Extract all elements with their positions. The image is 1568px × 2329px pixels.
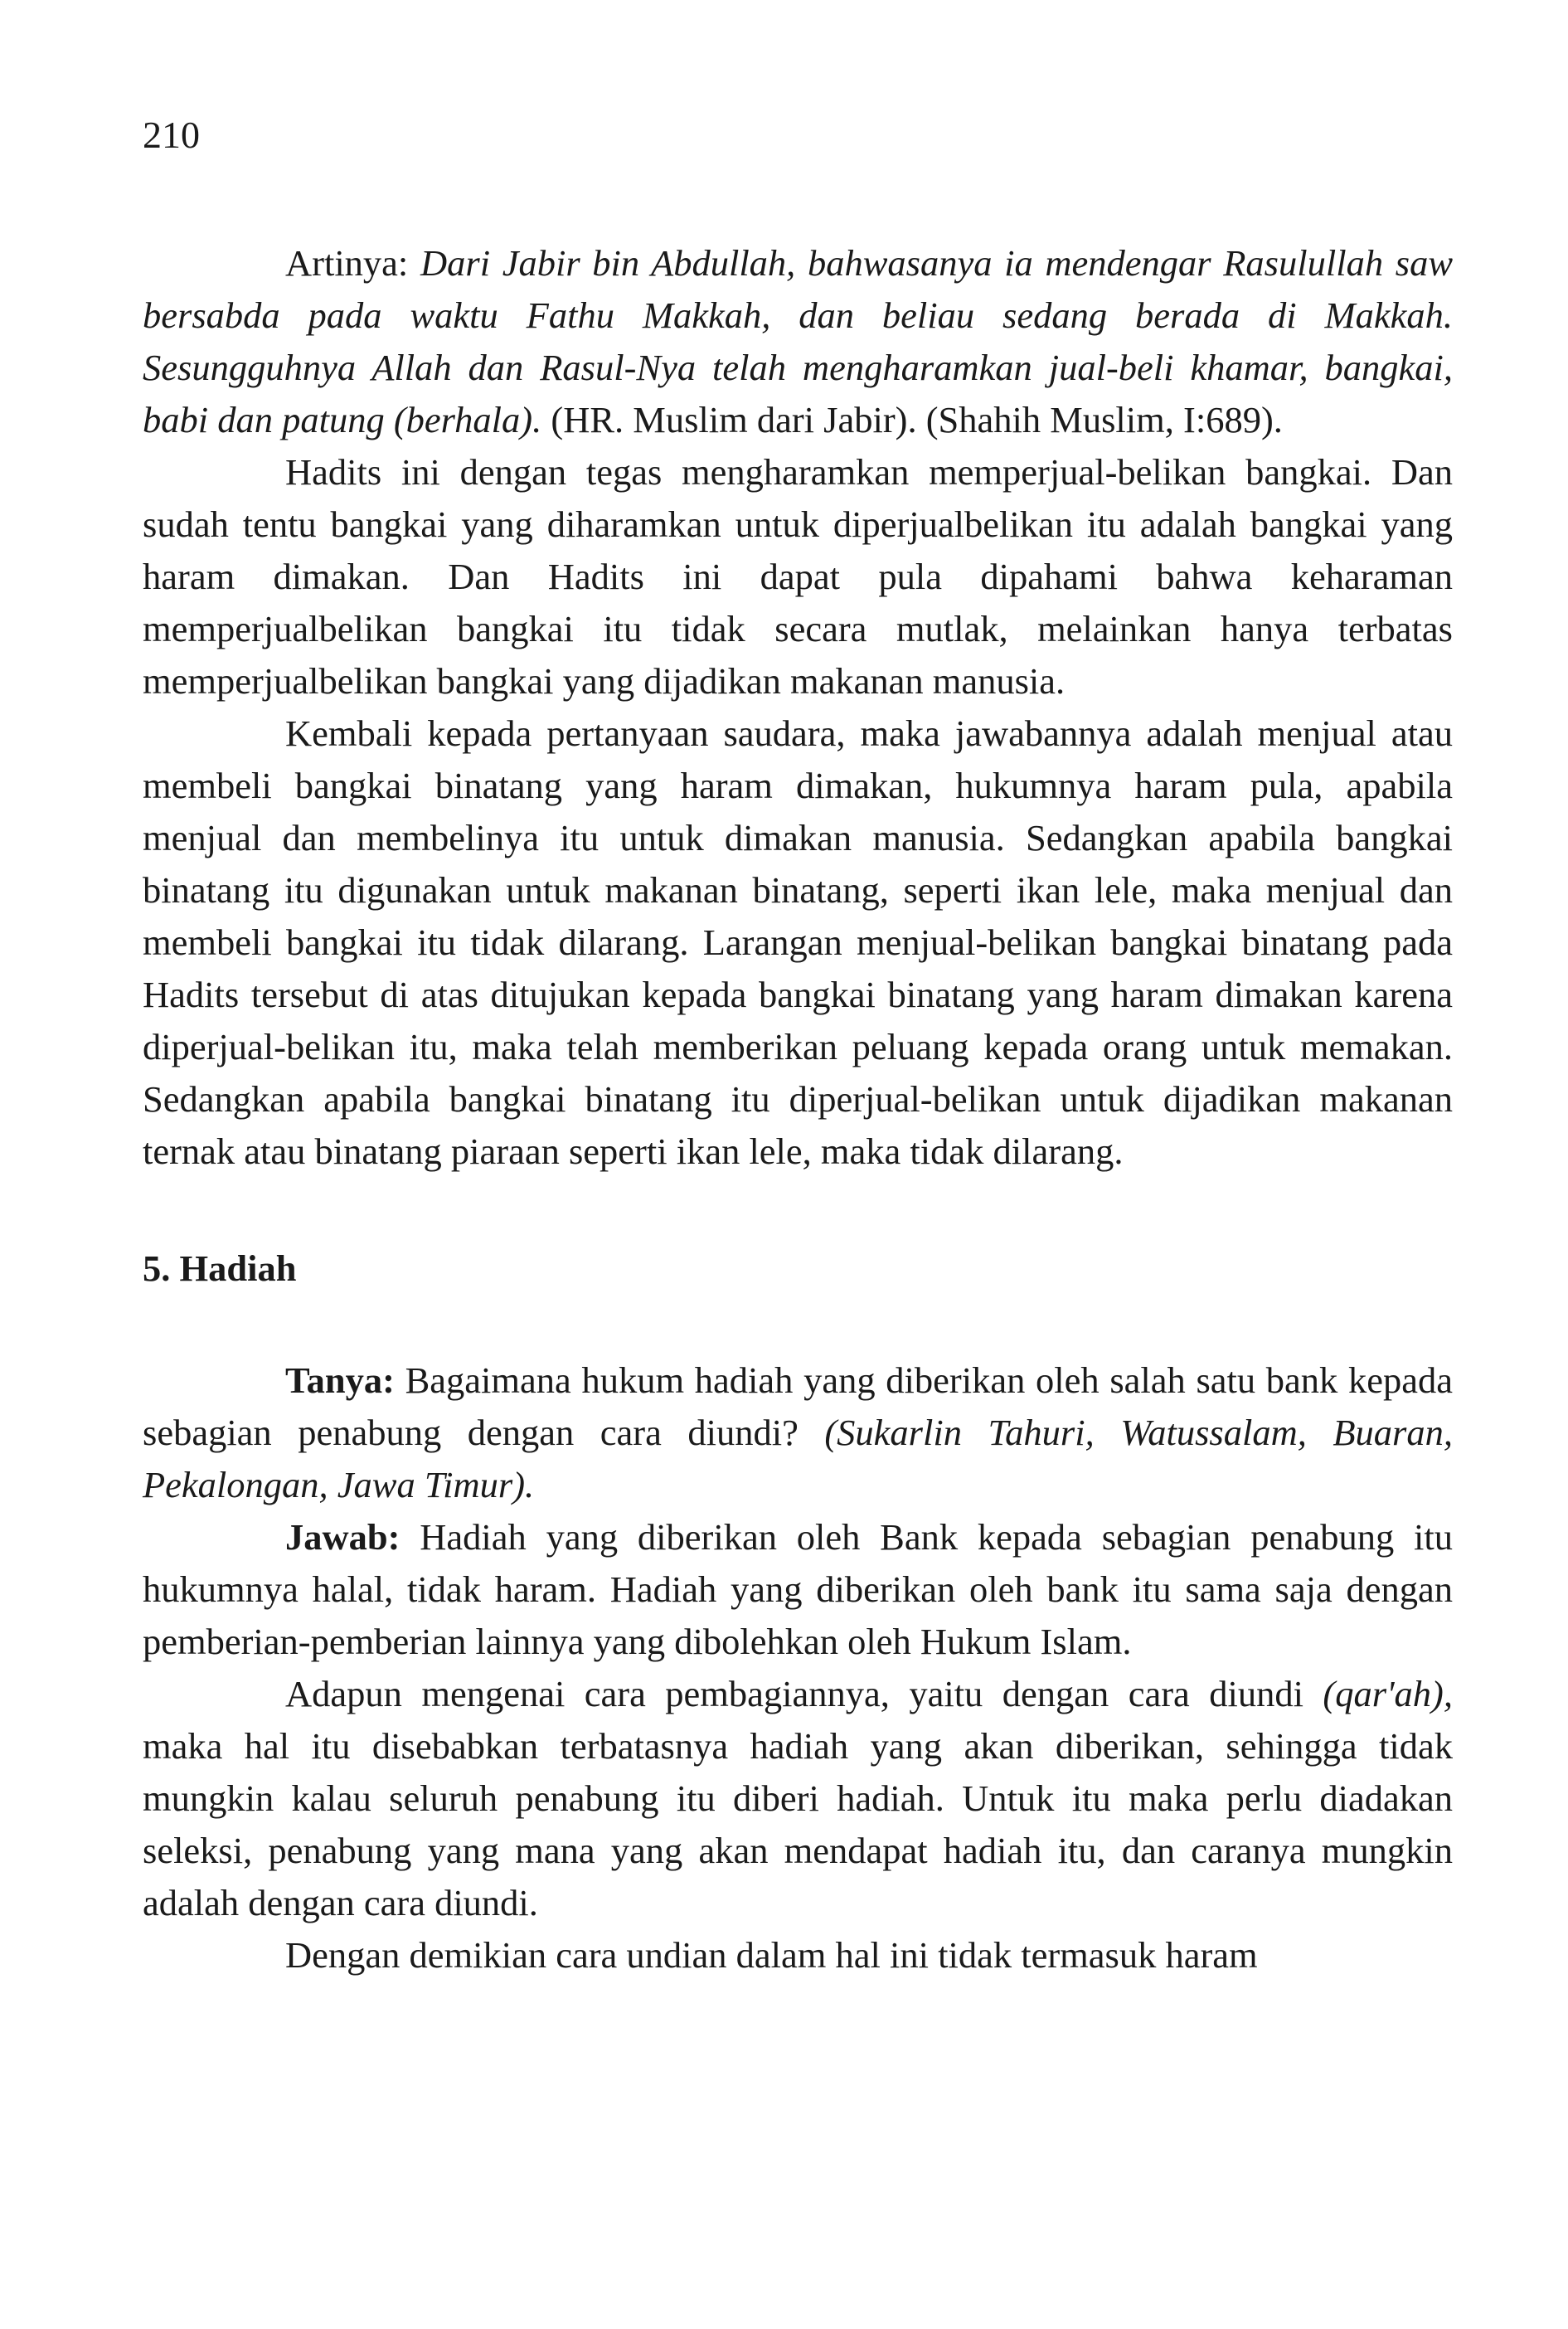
- answer-text: Hadiah yang diberikan oleh Bank kepada sebagian penabung itu hukumnya halal, tidak haram. Hadiah yang diberikan oleh bank itu sama saja dengan pemberian-pemberian lainnya yang dibolehkan oleh Hukum Islam.: [143, 1516, 1453, 1662]
- answer-paragraph: [143, 1511, 1453, 1668]
- paragraph-6-after: maka hal itu disebabkan terbatasnya hadiah yang akan diberikan, sehingga tidak mungkin kalau seluruh penabung itu diberi hadiah. Untuk itu maka perlu diadakan seleksi, penabung yang mana yang akan mendapat hadiah itu, dan caranya mungkin adalah dengan cara diundi.: [143, 1725, 1453, 1923]
- page-number: 210: [143, 114, 200, 156]
- question-label: Tanya:: [285, 1359, 395, 1401]
- hadith-reference: (HR. Muslim dari Jabir). (Shahih Muslim, I:689).: [551, 399, 1283, 440]
- term-qarah: (qar'ah),: [1323, 1673, 1454, 1714]
- paragraph-2: Hadits ini dengan tegas mengharamkan memperjual-belikan bangkai. Dan sudah tentu bangkai yang diharamkan untuk diperjualbelikan itu adalah bangkai yang haram dimakan. Dan Hadits ini dapat pula dipahami bahwa keharaman memperjualbelikan bangkai itu tidak secara mutlak, melainkan hanya terbatas memperjualbelikan bangkai yang dijadikan makanan manusia.: [143, 451, 1453, 702]
- paragraph-7: Dengan demikian cara undian dalam hal ini tidak termasuk haram: [285, 1934, 1258, 1976]
- hadith-translation-paragraph: [143, 237, 1453, 446]
- question-paragraph: [143, 1354, 1453, 1511]
- question-source: (Sukarlin Tahuri, Watussalam, Buaran, Pekalongan, Jawa Timur).: [143, 1412, 1453, 1505]
- paragraph-6-before: Adapun mengenai cara pembagiannya, yaitu dengan cara diundi: [285, 1673, 1303, 1714]
- section-heading: 5. Hadiah: [143, 1247, 297, 1289]
- body-text: [143, 237, 1453, 1981]
- paragraph-6: [143, 1668, 1453, 1929]
- paragraph-3: Kembali kepada pertanyaan saudara, maka jawabannya adalah menjual atau membeli bangkai binatang yang haram dimakan, hukumnya haram pula, apabila menjual dan membelinya itu untuk dimakan manusia. Sedangkan apabila bangkai binatang itu digunakan untuk makanan binatang, seperti ikan lele, maka menjual dan membeli bangkai itu tidak dilarang. Larangan menjual-belikan bangkai binatang pada Hadits tersebut di atas ditujukan kepada bangkai binatang yang haram dimakan karena diperjual-belikan itu, maka telah memberikan peluang kepada orang untuk memakan. Sedangkan apabila bangkai binatang itu diperjual-belikan untuk dijadikan makanan ternak atau binatang piaraan seperti ikan lele, maka tidak dilarang.: [143, 712, 1453, 1172]
- answer-label: Jawab:: [285, 1516, 400, 1558]
- question-text: Bagaimana hukum hadiah yang diberikan oleh salah satu bank kepada sebagian penabung dengan cara diundi?: [143, 1359, 1454, 1453]
- hadith-translation-text: Dari Jabir bin Abdullah, bahwasanya ia mendengar Rasulullah saw bersabda pada waktu Fathu Makkah, dan beliau sedang berada di Makkah. Sesungguhnya Allah dan Rasul-Nya telah mengharamkan jual-beli khamar, bangkai, babi dan patung (berhala).: [143, 242, 1454, 440]
- translation-label: Artinya:: [285, 242, 409, 284]
